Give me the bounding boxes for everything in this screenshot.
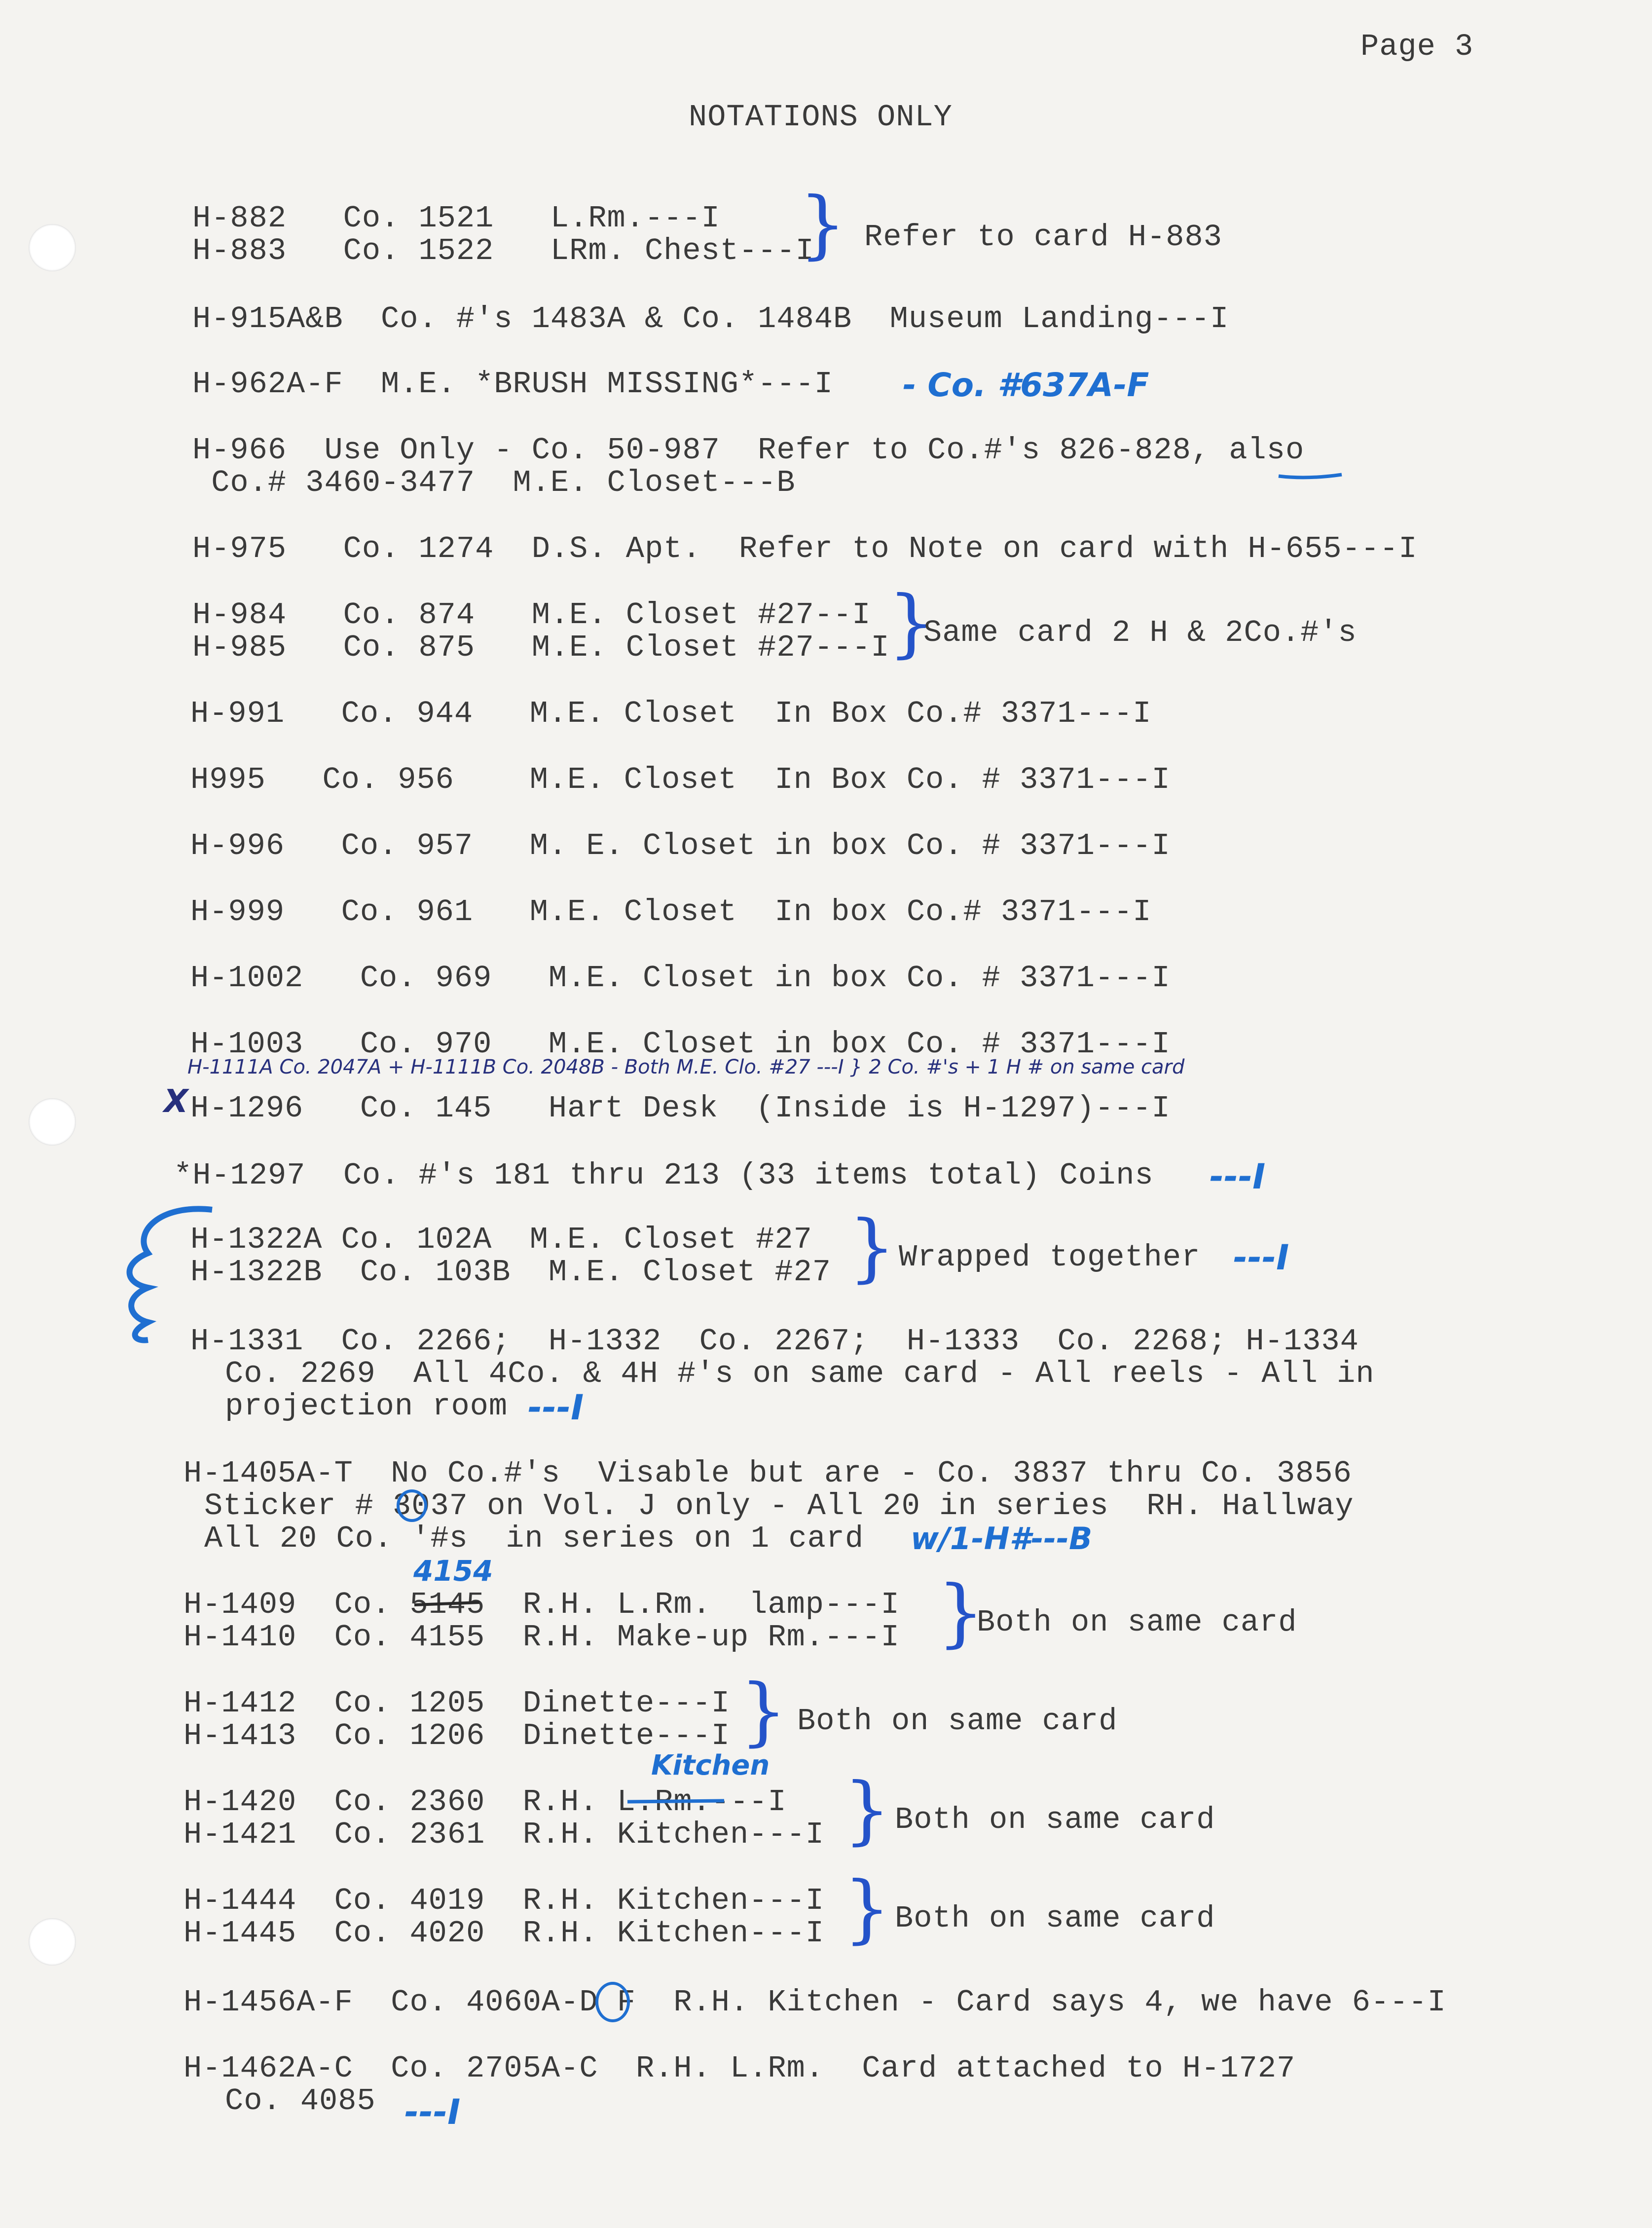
entry-line: Sticker # 3037 on Vol. J only - All 20 in series RH. Hallway [204, 1488, 1354, 1523]
entry-note: Both on same card [797, 1704, 1118, 1739]
entry-line: H-883 Co. 1522 LRm. Chest---I [192, 233, 814, 268]
entry-line: H-975 Co. 1274 D.S. Apt. Refer to Note on card with H-655---I [192, 531, 1418, 566]
circle-mark [597, 1983, 628, 2021]
brace-mark: } [937, 1570, 985, 1656]
entry-line: H-1410 Co. 4155 R.H. Make-up Rm.---I [184, 1620, 900, 1655]
entry-line: H-996 Co. 957 M. E. Closet in box Co. # 3371---I [190, 828, 1171, 863]
entry-line: H-1331 Co. 2266; H-1332 Co. 2267; H-1333 Co. 2268; H-1334 [190, 1324, 1359, 1359]
x-mark: X [164, 1083, 188, 1120]
handwritten-correction: Kitchen [651, 1749, 770, 1782]
entry-line: H-1456A-F Co. 4060A-D F R.H. Kitchen - Card says 4, we have 6---I [184, 1985, 1446, 2020]
handwritten-note: ---I [1210, 1156, 1266, 1197]
entry-line: projection room [225, 1389, 508, 1424]
entry-line: *H-1297 Co. #'s 181 thru 213 (33 items total) Coins [174, 1158, 1154, 1193]
entry-line: H-1409 Co. 5145 R.H. L.Rm. lamp---I [184, 1587, 900, 1622]
entry-line: H-1003 Co. 970 M.E. Closet in box Co. # 3371---I [190, 1027, 1171, 1062]
brace-mark: } [848, 1205, 896, 1291]
entry-line: H995 Co. 956 M.E. Closet In Box Co. # 3371---I [190, 762, 1171, 797]
entry-line: H-1412 Co. 1205 Dinette---I [184, 1686, 730, 1721]
entry-line: H-1322A Co. 102A M.E. Closet #27 [190, 1222, 812, 1257]
entry-line: All 20 Co. '#s in series on 1 card [204, 1521, 864, 1556]
strike-mark [627, 1801, 724, 1802]
entry-line: H-915A&B Co. #'s 1483A & Co. 1484B Museum Landing---I [192, 301, 1229, 336]
handwritten-note: - Co. #637A-F [903, 366, 1149, 404]
entry-line: H-1413 Co. 1206 Dinette---I [184, 1718, 730, 1753]
entry-note: Refer to card H-883 [864, 220, 1222, 255]
page-title: NOTATIONS ONLY [689, 100, 953, 135]
entry-line: H-966 Use Only - Co. 50-987 Refer to Co.#'s 826-828, also [192, 433, 1305, 468]
entry-line: Co. 2269 All 4Co. & 4H #'s on same card - All reels - All in [225, 1356, 1375, 1391]
entry-line: Co.# 3460-3477 M.E. Closet---B [192, 465, 796, 500]
entry-note: Both on same card [977, 1605, 1297, 1640]
brace-mark: } [844, 1866, 891, 1952]
strike-mark [414, 1602, 479, 1605]
underline-mark [1279, 475, 1342, 478]
page-number: Page 3 [1360, 29, 1474, 64]
entry-line: H-1445 Co. 4020 R.H. Kitchen---I [184, 1916, 825, 1951]
entry-line: H-1296 Co. 145 Hart Desk (Inside is H-1297)---I [190, 1091, 1171, 1126]
handwritten-note: ---I [1233, 1237, 1289, 1278]
entry-line: H-882 Co. 1521 L.Rm.---I [192, 201, 720, 236]
entry-line: H-985 Co. 875 M.E. Closet #27---I [192, 630, 890, 665]
entry-line: H-999 Co. 961 M.E. Closet In box Co.# 3371---I [190, 894, 1152, 929]
entry-line: H-1002 Co. 969 M.E. Closet in box Co. # 3371---I [190, 961, 1171, 996]
entry-line: H-1405A-T No Co.#'s Visable but are - Co. 3837 thru Co. 3856 [184, 1456, 1352, 1491]
handwritten-note: ---I [404, 2092, 461, 2132]
entry-note: Wrapped together [899, 1240, 1201, 1275]
entry-note: Both on same card [895, 1802, 1215, 1837]
entry-line: H-1420 Co. 2360 R.H. L.Rm.---I [184, 1784, 787, 1820]
handwritten-note: ---I [528, 1387, 584, 1428]
loop-bracket-mark [130, 1209, 213, 1340]
entry-line: H-1322B Co. 103B M.E. Closet #27 [190, 1255, 832, 1290]
brace-mark: } [740, 1669, 787, 1754]
handwritten-correction: 4154 [413, 1554, 493, 1588]
entry-note: Both on same card [895, 1901, 1215, 1936]
entry-line: H-1444 Co. 4019 R.H. Kitchen---I [184, 1883, 825, 1918]
entry-line: H-991 Co. 944 M.E. Closet In Box Co.# 3371---I [190, 696, 1152, 731]
entry-note: Same card 2 H & 2Co.#'s [923, 615, 1357, 650]
entry-line: H-984 Co. 874 M.E. Closet #27--I [192, 597, 871, 632]
circle-mark [398, 1491, 426, 1521]
entry-line: H-1421 Co. 2361 R.H. Kitchen---I [184, 1817, 825, 1852]
brace-mark: } [888, 580, 935, 666]
handwritten-note: w/1-H#---B [911, 1521, 1093, 1557]
entry-line: Co. 4085 [225, 2083, 376, 2118]
brace-mark: } [799, 182, 846, 267]
handwritten-note: H-1111A Co. 2047A + H-1111B Co. 2048B - Both M.E. Clo. #27 ---I } 2 Co. #'s + 1 H # on same card [187, 1056, 1185, 1078]
entry-line: H-1462A-C Co. 2705A-C R.H. L.Rm. Card attached to H-1727 [184, 2051, 1296, 2086]
brace-mark: } [844, 1767, 891, 1853]
entry-line: H-962A-F M.E. *BRUSH MISSING*---I [192, 367, 834, 402]
